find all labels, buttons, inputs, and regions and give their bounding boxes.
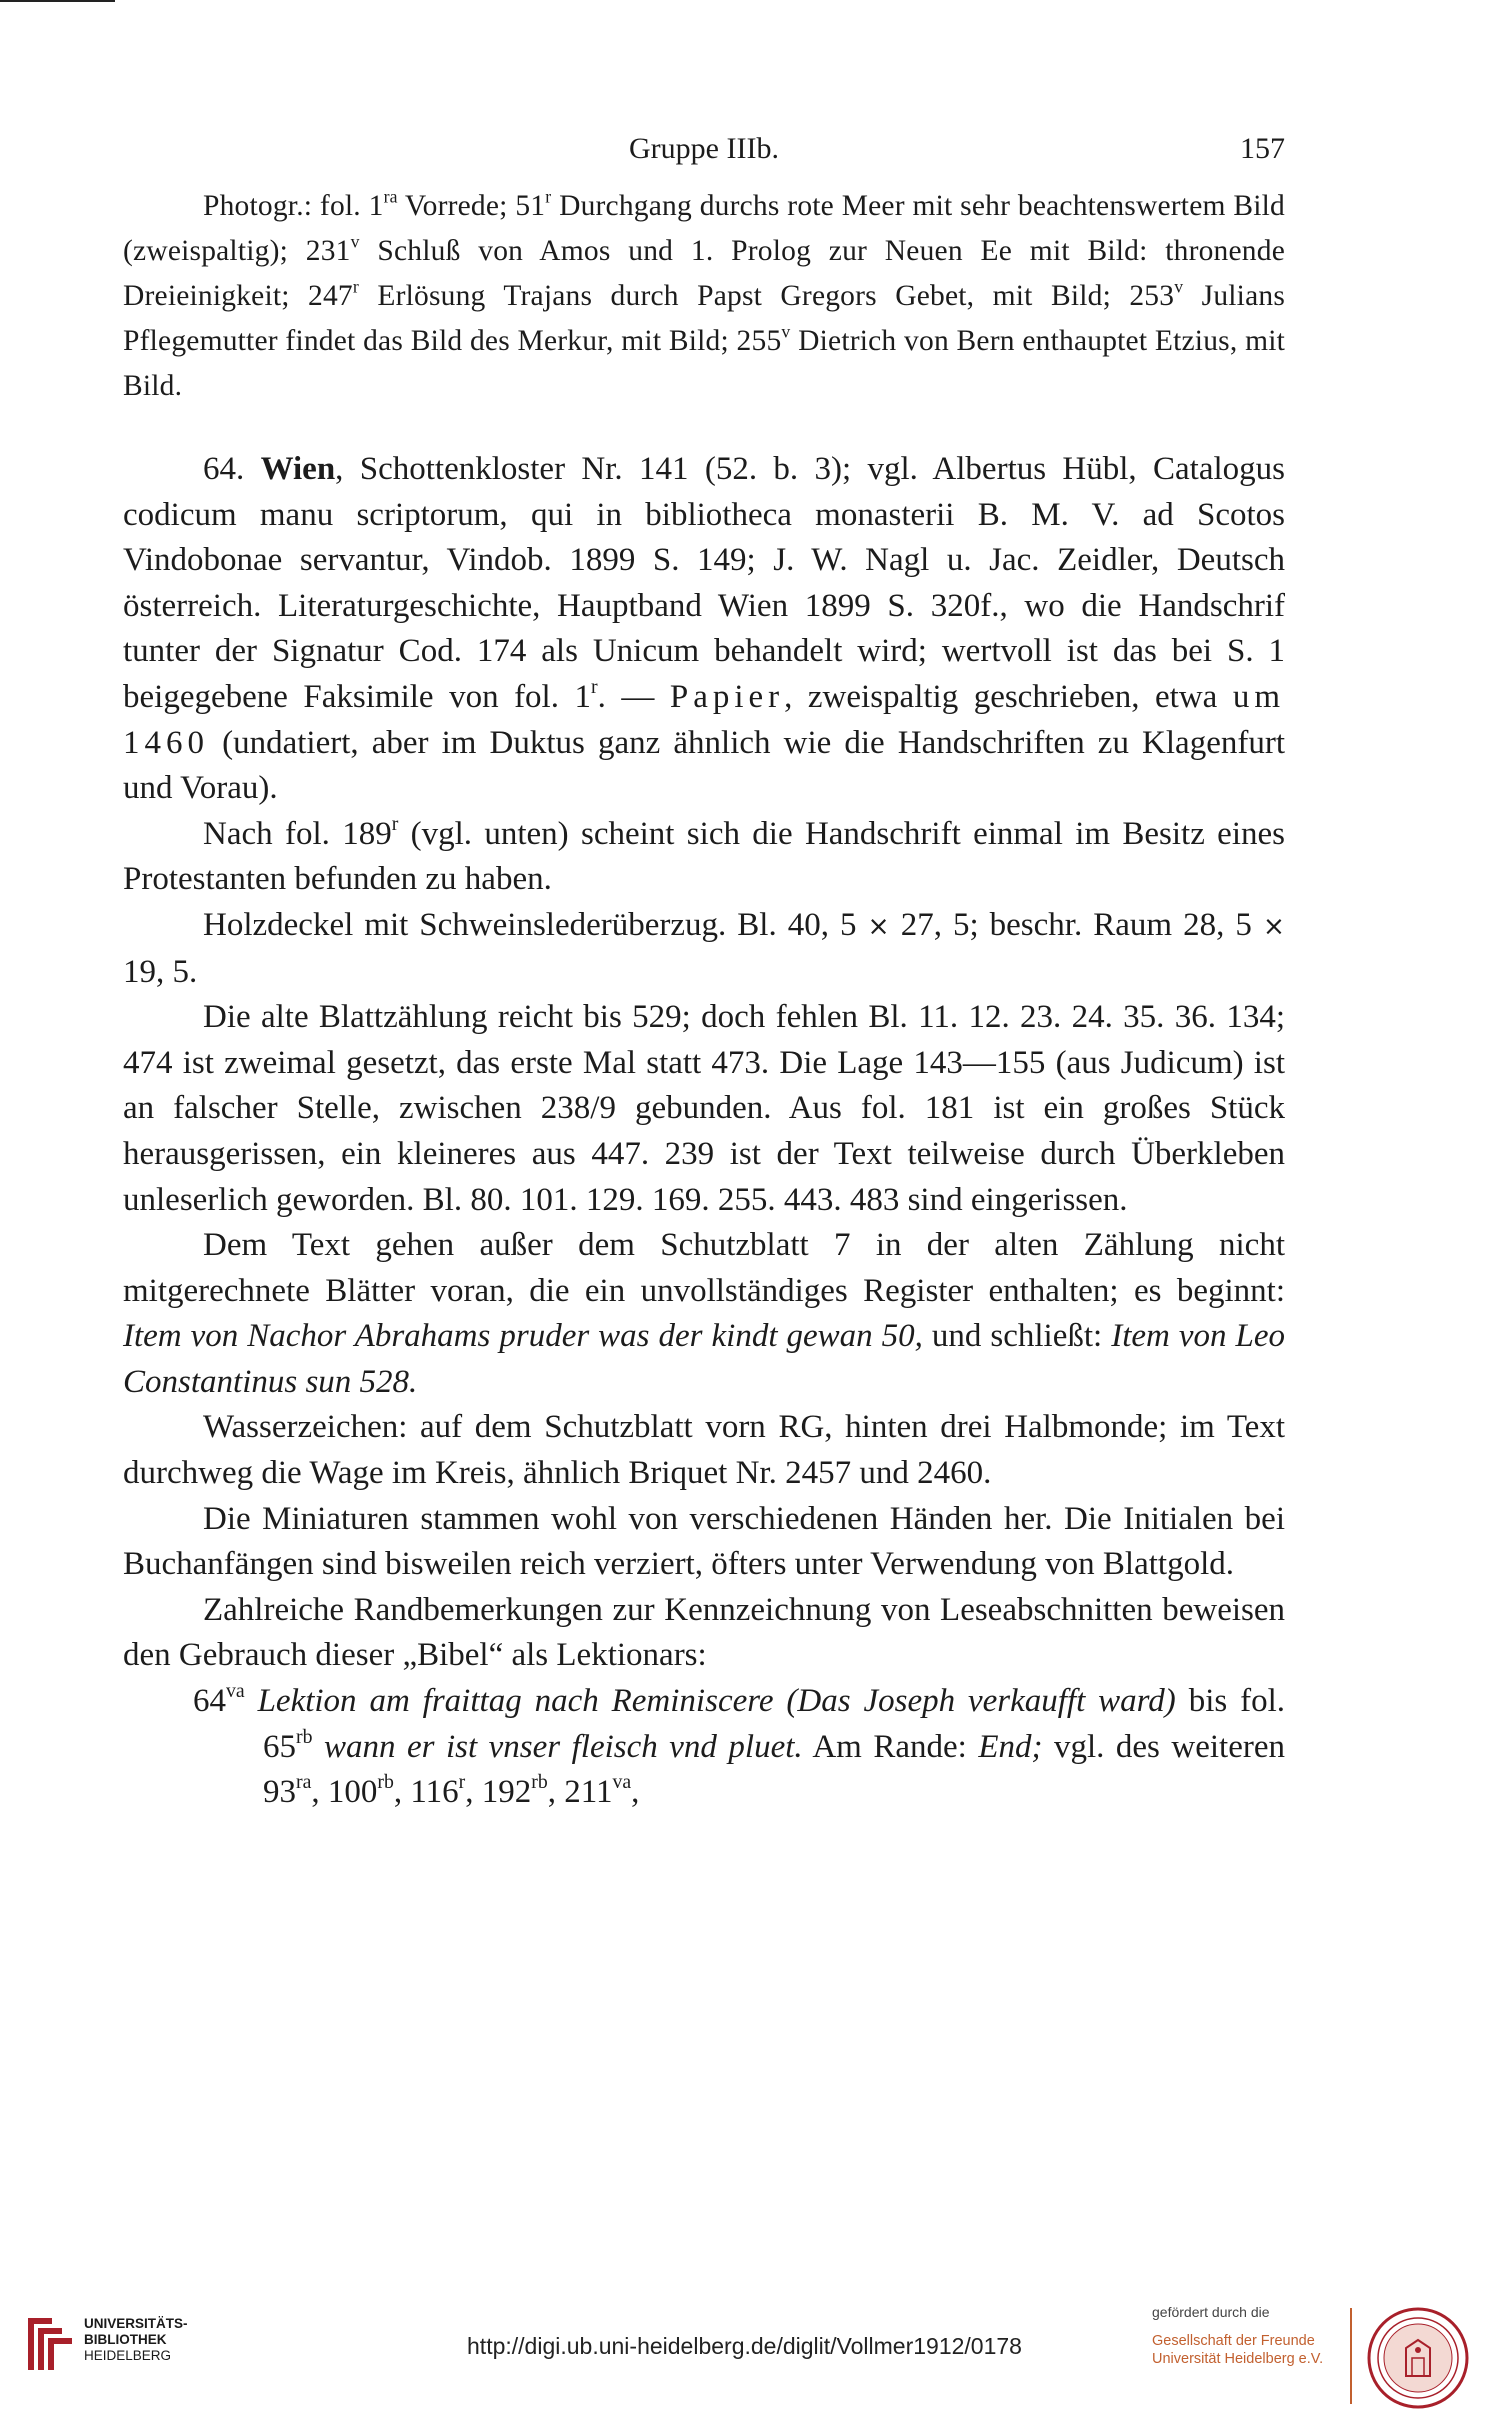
text-run: Julians Pflegemutter findet das Bild des Merkur, mit Bild; 255	[123, 280, 1286, 357]
text-run: Durchgang durchs rote Meer mit sehr beachtenswertem Bild (zweispaltig); 231	[123, 190, 1286, 267]
text-run: Am Rande:	[802, 1728, 979, 1765]
text-run: Schluß von Amos und 1. Prolog zur Neuen Ee mit Bild: thronende Dreieinigkeit; 247	[123, 235, 1285, 312]
nach-paragraph	[123, 812, 1285, 903]
text-run: . —	[597, 678, 670, 715]
folio-sup: va	[612, 1771, 632, 1794]
marginalia-paragraph: Zahlreiche Randbemerkungen zur Kennzeichnung von Leseabschnitten beweisen den Gebrauch dieser „Bibel“ als Lektionars:	[123, 1591, 1285, 1674]
quote-italic: Lektion am fraittag nach Reminiscere (Das Joseph verkaufft ward)	[244, 1683, 1176, 1720]
folio-sup: v	[1174, 276, 1184, 297]
register-paragraph	[123, 1223, 1285, 1405]
text-run: 64	[193, 1683, 226, 1720]
text-run: Dietrich von Bern enthauptet Etzius, mit Bild.	[123, 325, 1286, 402]
folio-sup: r	[458, 1771, 466, 1794]
text-run: , 116	[393, 1774, 459, 1811]
text-run: , 192	[465, 1774, 532, 1811]
text-run: ,	[631, 1774, 640, 1811]
library-name-line: BIBLIOTHEK	[84, 2332, 167, 2347]
times-sign: ×	[867, 910, 890, 942]
scan-edge-line	[0, 0, 115, 2]
library-name-line: HEIDELBERG	[84, 2348, 172, 2363]
folio-sup: ra	[296, 1771, 312, 1794]
quote-italic: End;	[978, 1728, 1043, 1765]
miniatures-paragraph: Die Miniaturen stammen wohl von verschiedenen Händen her. Die Initialen bei Buchanfängen sind bisweilen reich verziert, öfters unter Verwendung von Blattgold.	[123, 1500, 1285, 1583]
funded-by-label: gefördert durch die	[1152, 2304, 1270, 2320]
digitization-footer	[0, 2290, 1489, 2413]
entry-number: 64.	[203, 451, 261, 487]
text-run: bis fol. 65	[263, 1683, 1286, 1765]
folio-sup: r	[352, 276, 359, 297]
text-run: Dem Text gehen außer dem Schutzblatt 7 in der alten Zählung nicht mitgerechnete Blätter voran, die ein unvollständiges Register enthalten; es beginnt:	[123, 1227, 1285, 1309]
times-sign: ×	[1262, 910, 1285, 942]
text-run: Nach fol. 189	[203, 815, 392, 852]
sponsor-org-line: Universität Heidelberg e.V.	[1152, 2351, 1324, 2367]
entry-paragraph	[123, 447, 1285, 812]
spaced-term: Papier	[669, 678, 785, 715]
sponsor-org-line: Gesellschaft der Freunde	[1152, 2333, 1315, 2349]
text-run: 19, 5.	[123, 953, 198, 990]
running-title: Gruppe IIIb.	[629, 132, 779, 165]
text-run: Vorrede; 51	[397, 190, 546, 222]
photogr-paragraph	[123, 184, 1285, 409]
text-run: (undatiert, aber im Duktus ganz ähnlich wie die Handschriften zu Klagenfurt und Vorau).	[123, 724, 1285, 807]
foliation-paragraph: Die alte Blattzählung reicht bis 529; doch fehlen Bl. 11. 12. 23. 24. 35. 36. 134; 474 ist zweimal gesetzt, das erste Mal statt 473. Die Lage 143—155 (aus Judicum) ist an falscher Stelle, zwischen 238/9 gebunden. Aus fol. 181 ist ein großes Stück herausgerissen, ein kleineres aus 447. 239 ist der Text teilweise durch Überkleben unleserlich geworden. Bl. 80. 101. 129. 169. 255. 443. 483 sind eingerissen.	[123, 999, 1285, 1218]
lection-paragraph	[193, 1679, 1285, 1816]
sponsor-org	[1152, 2332, 1323, 2368]
text-run: Holzdeckel mit Schweinslederüberzug. Bl. 40, 5	[203, 906, 868, 943]
text-run: vgl. des weiteren 93	[263, 1728, 1285, 1811]
text-run: Erlösung Trajans durch Papst Gregors Gebet, mit Bild; 253	[358, 280, 1175, 312]
text-run: Photogr.: fol. 1	[203, 190, 384, 222]
text-run: , zweispaltig geschrieben, etwa	[784, 678, 1233, 715]
book-page	[123, 128, 1285, 1816]
watermark-paragraph: Wasserzeichen: auf dem Schutzblatt vorn RG, hinten drei Halbmonde; im Text durchweg die Wage im Kreis, ähnlich Briquet Nr. 2457 und 2460.	[123, 1409, 1285, 1492]
text-run: , 100	[311, 1774, 378, 1811]
folio-sup: r	[590, 676, 598, 699]
quote-italic: Item von Leo Constantinus sun 528.	[123, 1318, 1285, 1400]
sponsor-block[interactable]	[1152, 2304, 1323, 2368]
permalink-url[interactable]: http://digi.ub.uni-heidelberg.de/diglit/Vollmer1912/0178	[467, 2333, 1022, 2359]
text-run: , Schottenkloster Nr. 141 (52. b. 3); vgl. Albertus Hübl, Catalogus codicum manu scriptorum, qui in bibliotheca monasterii B. M. V. ad Scotos Vindobonae servantur, Vindob. 1899 S. 149; J. W. Nagl u. Jac. Zeidler, Deutsch österreich. Literaturgeschichte, Hauptband Wien 1899 S. 320f., wo die Handschrif tunter der Signatur Cod. 174 als Unicum behandelt wird; wertvoll ist das bei S. 1 beigegebene Faksimile von fol. 1	[123, 451, 1285, 715]
university-seal-icon	[1366, 2306, 1470, 2410]
folio-sup: rb	[296, 1725, 313, 1748]
quote-italic: Item von Nachor Abrahams pruder was der kindt gewan 50,	[123, 1318, 923, 1355]
folio-sup: r	[391, 812, 399, 835]
text-run: 27, 5; beschr. Raum 28, 5	[889, 906, 1263, 943]
text-run: und schließt:	[922, 1318, 1112, 1355]
binding-paragraph	[123, 903, 1285, 995]
library-name-line: UNIVERSITÄTS-	[84, 2316, 188, 2331]
quote-italic: wann er ist vnser fleisch vnd pluet.	[312, 1728, 803, 1765]
spaced-date: um 1460	[123, 678, 1286, 761]
footer-divider	[1350, 2308, 1352, 2404]
text-run: (vgl. unten) scheint sich die Handschrift einmal im Besitz eines Protestanten befunden zu haben.	[123, 815, 1285, 898]
folio-sup: va	[226, 1680, 245, 1703]
text-run: , 211	[547, 1774, 613, 1811]
page-number: 157	[1240, 132, 1285, 165]
folio-sup: v	[781, 321, 791, 342]
folio-sup: ra	[383, 186, 398, 207]
running-head	[123, 128, 1285, 184]
folio-sup: r	[545, 186, 552, 207]
folio-sup: v	[350, 231, 360, 252]
entry-place: Wien	[260, 451, 336, 487]
folio-sup: rb	[377, 1771, 394, 1794]
folio-sup: rb	[531, 1771, 548, 1794]
